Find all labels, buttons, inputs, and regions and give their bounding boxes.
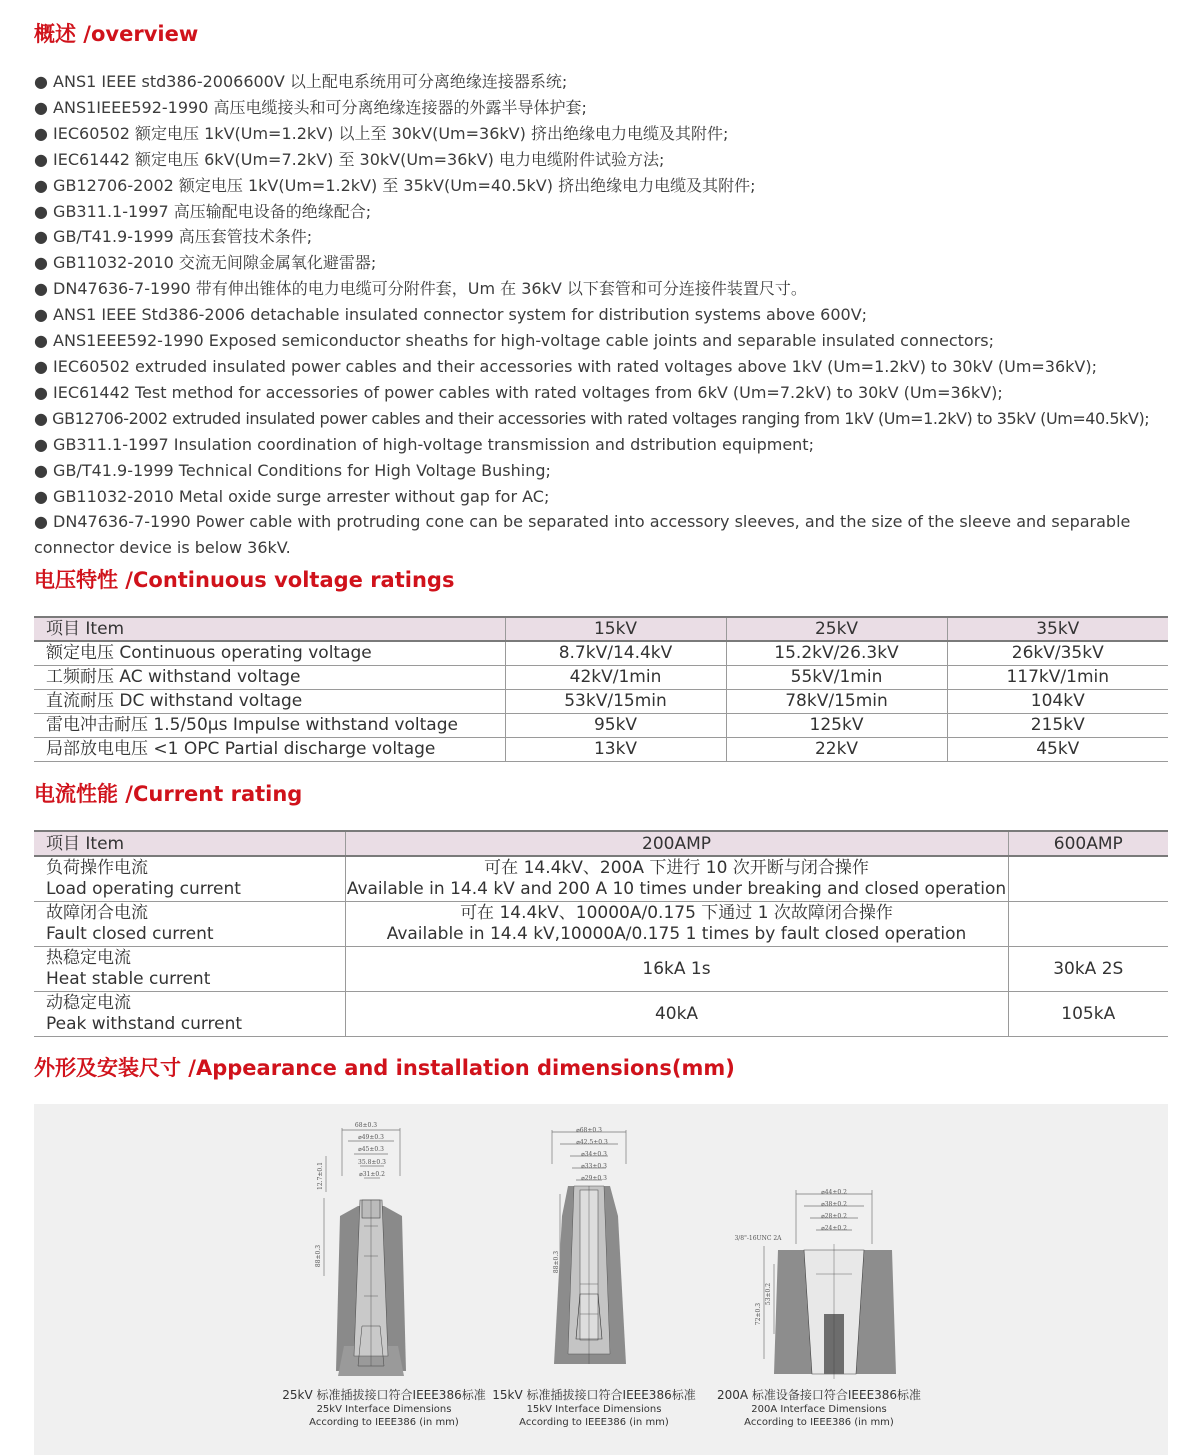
dim-label: ⌀24±0.2 [821,1225,847,1232]
list-item: ● GB11032-2010 交流无间隙金属氧化避雷器; [34,253,377,273]
list-item: ● ANS1 IEEE std386-2006600V 以上配电系统用可分离绝缘连接器系统; [34,72,568,91]
current-title: 电流性能 /Current rating [34,782,303,806]
list-item: ● GB311.1-1997 Insulation coordination of high-voltage transmission and dstribution equipment; [34,434,814,454]
table-cell: 42kV/1min [505,665,726,689]
item-en: Heat stable current [46,969,211,989]
table-row [34,641,1168,665]
value-en: Available in 14.4 kV,10000A/0.175 1 times by fault closed operation [386,924,967,944]
dim-label: ⌀45±0.3 [358,1146,384,1153]
item-cn: 热稳定电流 [46,948,131,968]
dim-label: ⌀29±0.3 [581,1175,607,1182]
dim-label: 53±0.2 [765,1282,772,1306]
voltage-ratings-table [34,616,1168,762]
dim-label: 35.8±0.3 [358,1159,386,1166]
standards-list [34,69,1174,561]
table-cell: 工频耐压 AC withstand voltage [34,665,505,689]
item-cn: 故障闭合电流 [46,903,148,923]
table-cell: 40kA [345,992,1008,1037]
item-cn: 负荷操作电流 [46,858,148,878]
current-rating-table [34,830,1168,1037]
table-row [34,737,1168,761]
table-cell: 125kV [726,713,947,737]
value-cn: 可在 14.4kV、10000A/0.175 下通过 1 次故障闭合操作 [460,903,893,923]
value-cn: 可在 14.4kV、200A 下进行 10 次开断与闭合操作 [484,858,869,878]
table-cell: 16kA 1s [345,947,1008,992]
table-row [34,689,1168,713]
dim-label: ⌀33±0.3 [581,1163,607,1170]
dim-label: 12.7±0.1 [317,1162,324,1190]
dim-label: ⌀31±0.2 [359,1171,385,1178]
figure-caption [274,1388,494,1429]
list-item: ● GB311.1-1997 高压输配电设备的绝缘配合; [34,201,372,221]
dim-label: 72±0.3 [755,1302,762,1326]
header-cell: 600AMP [1008,831,1168,856]
table-cell [345,902,1008,947]
dim-label: ⌀68±0.3 [576,1127,602,1134]
caption-en-2: According to IEEE386 (in mm) [309,1417,459,1428]
list-item: ● DN47636-7-1990 Power cable with protruding cone can be separated into accessory sleeves, and the size of the sleeve and separable connector device is below 36kV. [34,512,1131,558]
table-cell: 26kV/35kV [947,641,1168,665]
list-item: ● GB11032-2010 Metal oxide surge arrester without gap for AC; [34,486,550,506]
table-cell: 15.2kV/26.3kV [726,641,947,665]
table-header-row [34,617,1168,641]
caption-en: 25kV Interface Dimensions [316,1404,452,1415]
list-item: ● IEC61442 Test method for accessories of power cables with rated voltages from 6kV (Um=7.2kV) to 30kV (Um=36kV); [34,382,1003,402]
table-cell: 45kV [947,737,1168,761]
item-cn: 动稳定电流 [46,993,131,1013]
caption-en-2: According to IEEE386 (in mm) [744,1417,894,1428]
table-row [34,947,1168,992]
caption-en: 200A Interface Dimensions [751,1404,887,1415]
caption-en: 15kV Interface Dimensions [526,1404,662,1415]
drawing-25kv [304,1116,434,1386]
list-item: ● GB12706-2002 extruded insulated power cables and their accessories with rated voltages ranging from 1kV (Um=1.2kV) to 35kV (Um=40.5kV); [34,408,1150,428]
table-cell: 22kV [726,737,947,761]
table-row [34,665,1168,689]
list-item: ● ANS1EEE592-1990 Exposed semiconductor sheaths for high-voltage cable joints and separable insulated connectors; [34,331,995,351]
table-header-row [34,831,1168,856]
list-item: ● DN47636-7-1990 带有伸出锥体的电力电缆可分附件套，Um 在 36kV 以下套管和可分连接件装置尺寸。 [34,279,807,299]
header-cell: 200AMP [345,831,1008,856]
caption-cn: 200A 标准设备接口符合IEEE386标准 [716,1388,922,1402]
caption-cn: 25kV 标准插拔接口符合IEEE386标准 [282,1388,486,1402]
dim-label: ⌀34±0.3 [581,1151,607,1158]
item-en: Fault closed current [46,924,214,944]
table-cell [34,947,345,992]
dim-label: 68±0.3 [354,1122,378,1129]
table-cell: 53kV/15min [505,689,726,713]
item-en: Load operating current [46,879,241,899]
table-cell: 105kA [1008,992,1168,1037]
table-cell: 直流耐压 DC withstand voltage [34,689,505,713]
table-cell [1008,856,1168,902]
list-item: ● GB/T41.9-1999 高压套管技术条件; [34,227,313,247]
dimensions-title: 外形及安装尺寸 /Appearance and installation dimensions(mm) [34,1056,735,1080]
header-cell: 15kV [505,617,726,641]
figure-caption [484,1388,704,1429]
value-en: Available in 14.4 kV and 200 A 10 times under breaking and closed operation [346,879,1007,899]
caption-cn: 15kV 标准插拔接口符合IEEE386标准 [492,1388,696,1402]
list-item: ● IEC61442 额定电压 6kV(Um=7.2kV) 至 30kV(Um=36kV) 电力电缆附件试验方法; [34,149,665,169]
list-item: ● GB/T41.9-1999 Technical Conditions for High Voltage Bushing; [34,460,551,480]
table-cell: 30kA 2S [1008,947,1168,992]
table-cell: 117kV/1min [947,665,1168,689]
header-cell: 25kV [726,617,947,641]
drawing-200a [724,1184,934,1384]
voltage-title: 电压特性 /Continuous voltage ratings [34,568,455,592]
dim-label: ⌀38±0.2 [821,1201,847,1208]
list-item: ● GB12706-2002 额定电压 1kV(Um=1.2kV) 至 35kV(Um=40.5kV) 挤出绝缘电力电缆及其附件; [34,175,756,195]
table-cell [34,856,345,902]
table-cell: 215kV [947,713,1168,737]
table-cell: 雷电冲击耐压 1.5/50μs Impulse withstand voltage [34,713,505,737]
table-cell [345,856,1008,902]
dim-label: ⌀42.5±0.3 [576,1139,608,1146]
table-cell: 55kV/1min [726,665,947,689]
header-cell: 项目 Item [34,831,345,856]
list-item: ● ANS1IEEE592-1990 高压电缆接头和可分离绝缘连接器的外露半导体护套; [34,97,587,117]
overview-title: 概述 /overview [34,22,199,46]
table-cell: 13kV [505,737,726,761]
table-cell: 额定电压 Continuous operating voltage [34,641,505,665]
table-cell: 78kV/15min [726,689,947,713]
caption-en-2: According to IEEE386 (in mm) [519,1417,669,1428]
table-cell: 局部放电电压 <1 OPC Partial discharge voltage [34,737,505,761]
dim-label: 88±0.3 [315,1244,322,1268]
table-cell: 95kV [505,713,726,737]
dim-label: ⌀28±0.2 [821,1213,847,1220]
table-row [34,992,1168,1037]
table-row [34,713,1168,737]
table-cell [34,992,345,1037]
dimensions-panel [34,1104,1168,1455]
table-cell [34,902,345,947]
table-row [34,902,1168,947]
drawing-15kv [514,1124,664,1374]
item-en: Peak withstand current [46,1014,243,1034]
table-cell: 104kV [947,689,1168,713]
dim-label: 88±0.3 [553,1250,560,1274]
list-item: ● IEC60502 额定电压 1kV(Um=1.2kV) 以上至 30kV(Um=36kV) 挤出绝缘电力电缆及其附件; [34,123,729,143]
figure-caption [709,1388,929,1429]
table-cell: 8.7kV/14.4kV [505,641,726,665]
header-cell: 35kV [947,617,1168,641]
dim-label: 3/8"-16UNC 2A [734,1235,782,1242]
list-item: ● ANS1 IEEE Std386-2006 detachable insulated connector system for distribution systems above 600V; [34,305,868,325]
list-item: ● IEC60502 extruded insulated power cables and their accessories with rated voltages above 1kV (Um=1.2kV) to 30kV (Um=36kV); [34,356,1098,376]
dim-label: ⌀49±0.3 [358,1134,384,1141]
header-cell: 项目 Item [34,617,505,641]
table-row [34,856,1168,902]
dim-label: ⌀44±0.2 [821,1189,847,1196]
table-cell [1008,902,1168,947]
